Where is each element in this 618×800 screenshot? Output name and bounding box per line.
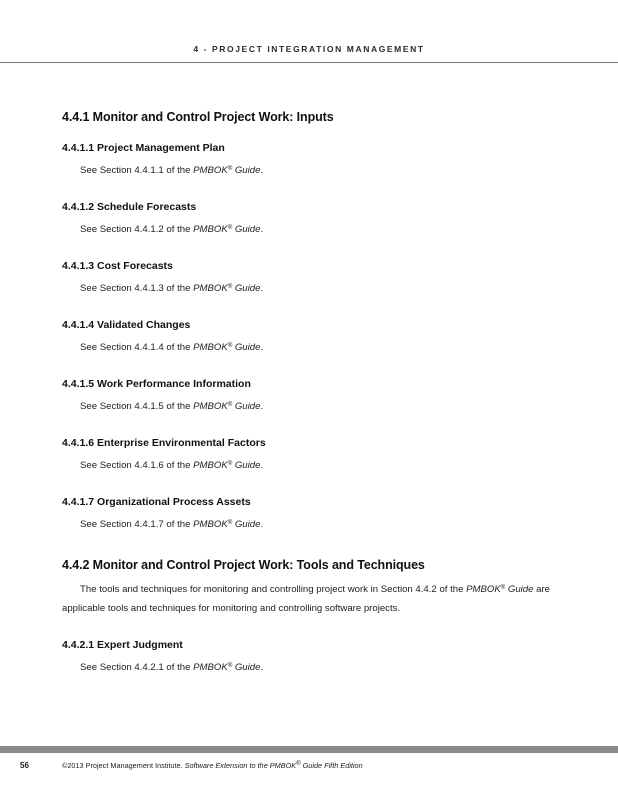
subsection-heading: 4.4.2.1 Expert Judgment — [62, 639, 183, 651]
running-head: 4 - PROJECT INTEGRATION MANAGEMENT — [193, 44, 425, 54]
subsection-heading: 4.4.1.4 Validated Changes — [62, 319, 191, 331]
subsection-heading: 4.4.1.7 Organizational Process Assets — [62, 496, 251, 508]
subsection-text: See Section 4.4.1.4 of the PMBOK® Guide. — [80, 342, 264, 353]
footer-copyright: ©2013 Project Management Institute. Software Extension to the PMBOK® Guide Fifth Edition — [62, 761, 363, 770]
page-number: 56 — [20, 761, 29, 770]
section-title-4-4-1: 4.4.1 Monitor and Control Project Work: Inputs — [62, 110, 334, 124]
subsection-heading: 4.4.1.3 Cost Forecasts — [62, 260, 173, 272]
header-rule — [0, 62, 618, 63]
subsection-text: See Section 4.4.1.2 of the PMBOK® Guide. — [80, 224, 264, 235]
subsection-text: See Section 4.4.1.3 of the PMBOK® Guide. — [80, 283, 264, 294]
section-paragraph: The tools and techniques for monitoring and controlling project work in Section 4.4.2 of the PMBOK® Guide are applicable tools and techniques for monitoring and controlling software projects. — [62, 584, 551, 614]
subsection-heading: 4.4.1.1 Project Management Plan — [62, 142, 225, 154]
page-content — [62, 110, 582, 677]
subsection-text: See Section 4.4.1.6 of the PMBOK® Guide. — [80, 460, 264, 471]
subsection-heading: 4.4.1.6 Enterprise Environmental Factors — [62, 437, 266, 449]
subsection-text: See Section 4.4.1.5 of the PMBOK® Guide. — [80, 401, 264, 412]
subsection-heading: 4.4.1.5 Work Performance Information — [62, 378, 251, 390]
footer-bar — [0, 746, 618, 753]
subsection-heading: 4.4.1.2 Schedule Forecasts — [62, 201, 197, 213]
subsection-text: See Section 4.4.1.7 of the PMBOK® Guide. — [80, 519, 264, 530]
section-title-4-4-2: 4.4.2 Monitor and Control Project Work: Tools and Techniques — [62, 558, 425, 572]
subsection-text: See Section 4.4.1.1 of the PMBOK® Guide. — [80, 165, 264, 176]
subsection-text: See Section 4.4.2.1 of the PMBOK® Guide. — [80, 662, 264, 673]
